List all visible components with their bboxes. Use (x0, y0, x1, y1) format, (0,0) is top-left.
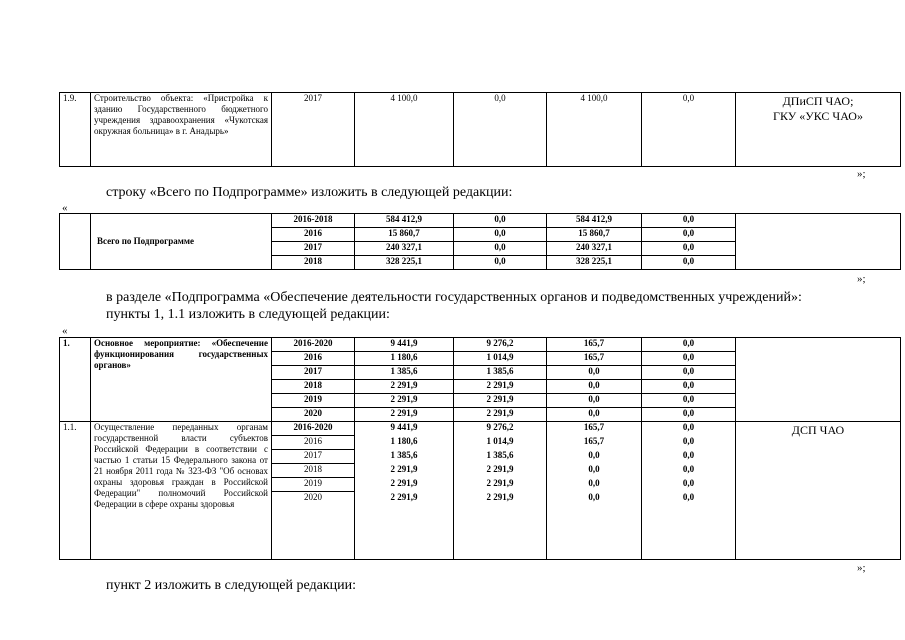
year-cell: 2016-2018 (272, 214, 355, 228)
value-cell: 0,0 (642, 228, 736, 242)
total-cell: 2 291,9 (390, 478, 418, 488)
value-cell: 2 291,9 (454, 394, 547, 408)
total-cell: 9 441,9 (355, 338, 454, 352)
value-cell: 0,0 (642, 366, 736, 380)
year-cell: 2018 (272, 256, 355, 270)
table-state-bodies (59, 337, 901, 560)
total-cell: 1 385,6 (355, 366, 454, 380)
value-cell: 0,0 (588, 492, 600, 502)
row-name: Строительство объекта: «Пристройка к зданию Государственного бюджетного учреждения здравоохранения «Чукотская окружная больница» в г. Анадырь» (91, 93, 272, 167)
closing-quote: »; (857, 562, 866, 574)
value-cell: 165,7 (547, 338, 642, 352)
total-cell: 240 327,1 (355, 242, 454, 256)
total-cell: 2 291,9 (355, 380, 454, 394)
value-cell: 0,0 (682, 478, 695, 488)
year-cell: 2016 (272, 228, 355, 242)
instruction-paragraph: пункты 1, 1.1 изложить в следующей редакции: (106, 307, 390, 322)
executor-cell (736, 214, 901, 270)
year-cell: 2017 (272, 93, 355, 167)
year-cell: 2020 (272, 408, 355, 422)
value-cell: 0,0 (682, 436, 695, 446)
value-cell: 0,0 (547, 394, 642, 408)
year-cell: 2020 (304, 492, 322, 502)
value-column (454, 422, 547, 560)
value-cell: 165,7 (547, 352, 642, 366)
instruction-paragraph: строку «Всего по Подпрограмме» изложить в следующей редакции: (106, 185, 513, 200)
year-column (272, 422, 355, 560)
total-cell: 2 291,9 (390, 464, 418, 474)
row-name: Осуществление переданных органам государственной власти субъектов Российской Федерации в соответствии с частью 1 статьи 15 Федерального закона от 21 ноября 2011 года № 323-ФЗ "Об основах охраны здоровья граждан в Российской Федерации" полномочий Российской Федерации в сфере охраны здоровья (91, 422, 272, 560)
year-cell: 2019 (272, 478, 354, 492)
total-cell: 9 441,9 (390, 422, 418, 432)
value-cell: 2 291,9 (454, 380, 547, 394)
total-cell: 15 860,7 (355, 228, 454, 242)
number-cell (60, 214, 91, 270)
value-cell: 0,0 (642, 214, 736, 228)
value-cell: 1 014,9 (454, 352, 547, 366)
table-row (60, 422, 901, 560)
value-cell: 0,0 (454, 93, 547, 167)
value-cell: 1 014,9 (486, 436, 514, 446)
year-cell: 2018 (272, 464, 354, 478)
table-construction (59, 92, 901, 167)
instruction-paragraph: пункт 2 изложить в следующей редакции: (106, 578, 356, 593)
year-cell: 2016-2020 (272, 422, 354, 436)
value-cell: 0,0 (642, 93, 736, 167)
total-cell: 1 385,6 (390, 450, 418, 460)
opening-quote: « (62, 325, 68, 337)
table-row (60, 338, 901, 352)
value-column (642, 422, 736, 560)
table-row (60, 214, 901, 228)
value-cell: 0,0 (454, 214, 547, 228)
value-cell: 2 291,9 (486, 492, 514, 502)
year-cell: 2017 (272, 366, 355, 380)
value-cell: 0,0 (547, 366, 642, 380)
value-cell: 0,0 (642, 394, 736, 408)
executor-line: ДПиСП ЧАО; (782, 94, 854, 108)
total-column (355, 422, 454, 560)
instruction-paragraph: в разделе «Подпрограмма «Обеспечение деятельности государственных органов и подведомственных учреждений»: (106, 290, 802, 305)
year-cell: 2016 (272, 436, 354, 450)
value-column (547, 422, 642, 560)
row-label-text: Всего по Подпрограмме (97, 236, 194, 246)
value-cell: 240 327,1 (547, 242, 642, 256)
value-cell: 0,0 (682, 492, 695, 502)
value-cell: 2 291,9 (486, 478, 514, 488)
value-cell: 328 225,1 (547, 256, 642, 270)
year-cell: 2018 (272, 380, 355, 394)
total-cell: 2 291,9 (390, 492, 418, 502)
total-cell: 328 225,1 (355, 256, 454, 270)
value-cell: 0,0 (454, 256, 547, 270)
total-cell: 584 412,9 (355, 214, 454, 228)
value-cell: 15 860,7 (547, 228, 642, 242)
value-cell: 584 412,9 (547, 214, 642, 228)
value-cell: 0,0 (588, 464, 600, 474)
year-cell: 2019 (272, 394, 355, 408)
value-cell: 1 385,6 (454, 366, 547, 380)
total-cell: 1 180,6 (390, 436, 418, 446)
year-cell: 2017 (272, 242, 355, 256)
row-number: 1. (60, 338, 91, 422)
value-cell: 0,0 (682, 464, 695, 474)
value-cell: 0,0 (642, 380, 736, 394)
value-cell: 0,0 (588, 478, 600, 488)
value-cell: 0,0 (547, 408, 642, 422)
value-cell: 0,0 (454, 242, 547, 256)
row-number: 1.1. (60, 422, 91, 560)
year-cell: 2016 (272, 352, 355, 366)
value-cell: 4 100,0 (547, 93, 642, 167)
row-label (91, 214, 272, 270)
value-cell: 0,0 (642, 352, 736, 366)
value-cell: 9 276,2 (454, 338, 547, 352)
value-cell: 2 291,9 (454, 408, 547, 422)
row-name: Основное мероприятие: «Обеспечение функционирования государственных органов» (91, 338, 272, 422)
closing-quote: »; (857, 273, 866, 285)
value-cell: 0,0 (588, 450, 600, 460)
year-cell: 2016-2020 (272, 338, 355, 352)
total-cell: 2 291,9 (355, 394, 454, 408)
executor-cell (736, 422, 901, 560)
value-cell: 2 291,9 (486, 464, 514, 474)
value-cell: 0,0 (642, 408, 736, 422)
table-row (60, 93, 901, 167)
total-cell: 4 100,0 (355, 93, 454, 167)
value-cell: 0,0 (642, 256, 736, 270)
executor-line: ДСП ЧАО (791, 423, 845, 437)
closing-quote: »; (857, 168, 866, 180)
year-cell: 2017 (272, 450, 354, 464)
total-cell: 1 180,6 (355, 352, 454, 366)
total-cell: 2 291,9 (355, 408, 454, 422)
value-cell: 0,0 (642, 338, 736, 352)
value-cell: 0,0 (642, 242, 736, 256)
row-number: 1.9. (60, 93, 91, 167)
value-cell: 1 385,6 (486, 450, 514, 460)
executor-cell (736, 93, 901, 167)
executor-line: ГКУ «УКС ЧАО» (773, 109, 863, 123)
value-cell: 9 276,2 (486, 422, 514, 432)
value-cell: 0,0 (454, 228, 547, 242)
opening-quote: « (62, 202, 68, 214)
value-cell: 165,7 (583, 422, 605, 432)
executor-cell (736, 338, 901, 422)
value-cell: 0,0 (682, 422, 695, 432)
table-subprogram-total (59, 213, 901, 270)
value-cell: 165,7 (583, 436, 605, 446)
value-cell: 0,0 (682, 450, 695, 460)
value-cell: 0,0 (547, 380, 642, 394)
